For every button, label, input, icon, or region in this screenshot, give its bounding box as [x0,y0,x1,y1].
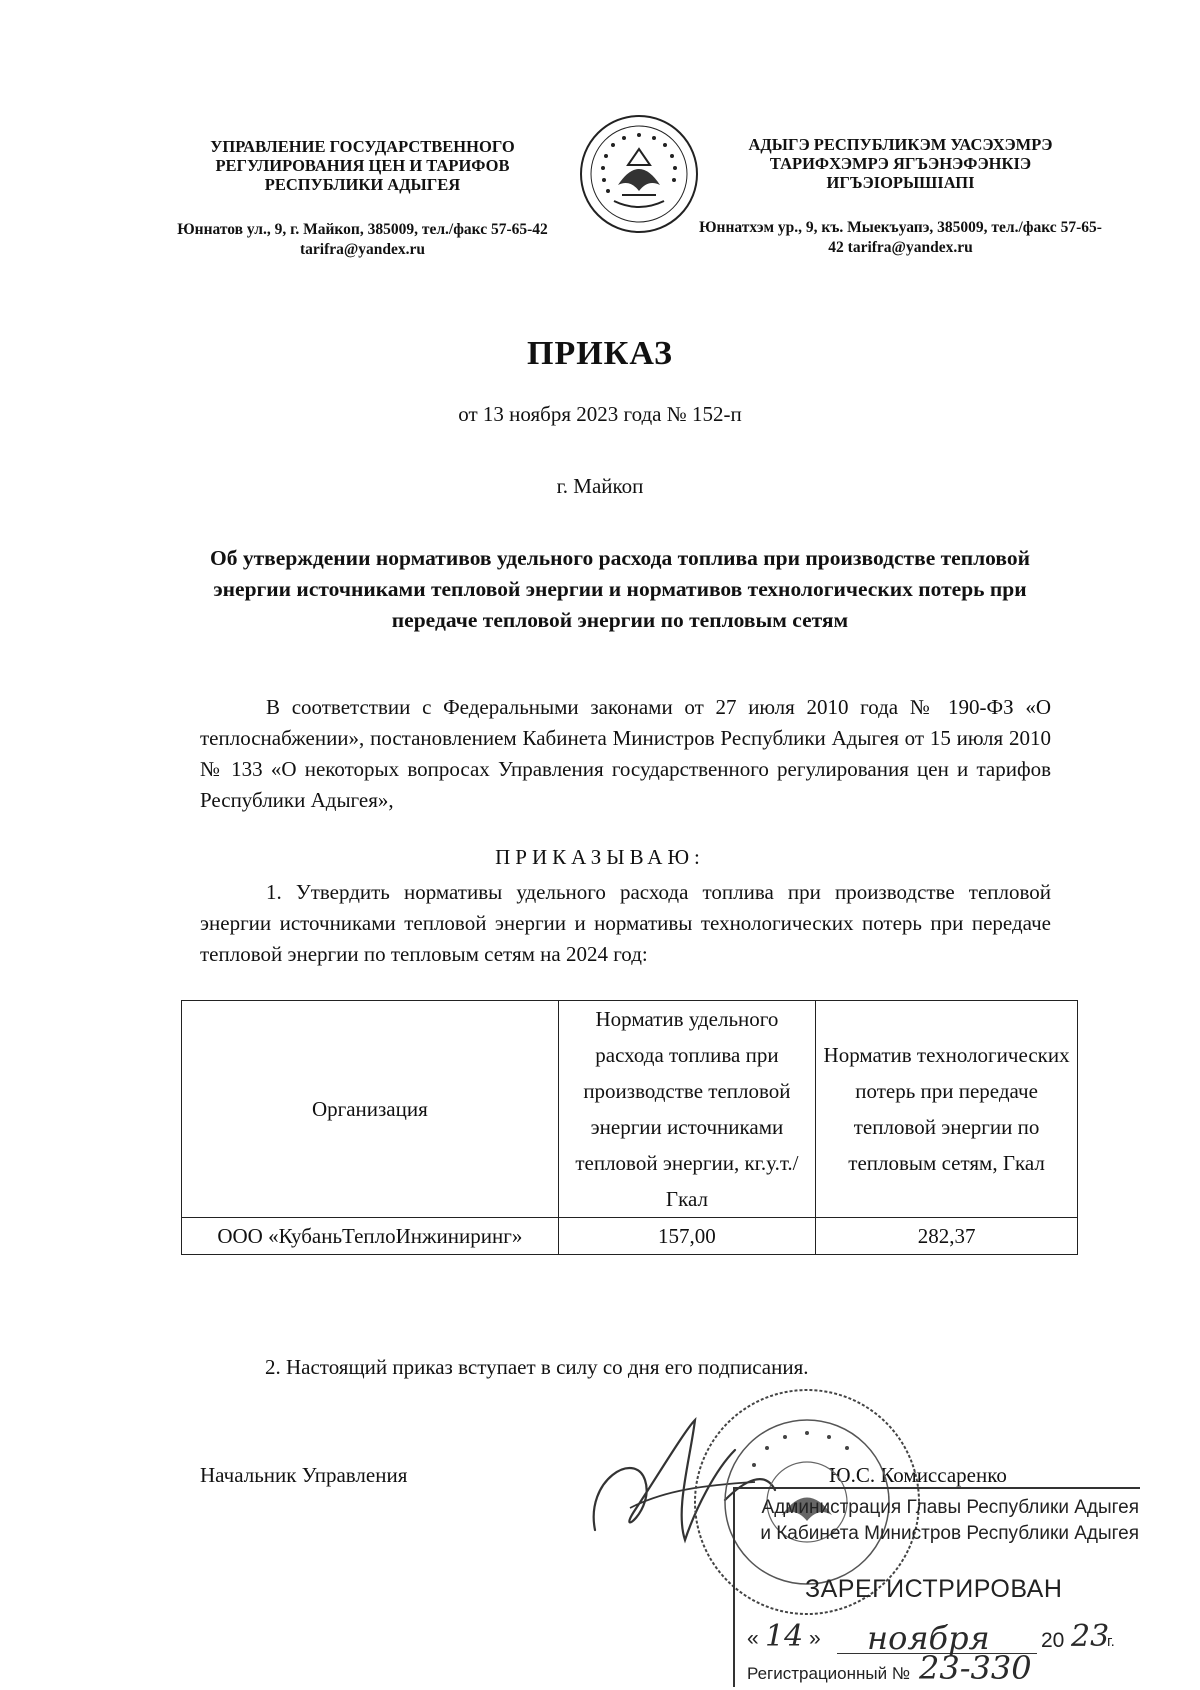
document-city: г. Майкоп [556,474,644,498]
stamp-open-quote: « [747,1627,759,1650]
document-date-number: от 13 ноября 2023 года № 152-п [458,402,742,426]
header-loss-norm: Норматив технологических потерь при передаче тепловой энергии по тепловым сетям, Гкал [816,1001,1078,1218]
stamp-day: 14 [765,1619,804,1654]
item-1-paragraph: 1. Утвердить нормативы удельного расхода топлива при производстве тепловой энергии источниками тепловой энергии и нормативы технологических потерь при передаче тепловой энергии по тепловым сетям на 2024 год: [200,880,1051,966]
stamp-status: ЗАРЕГИСТРИРОВАН [805,1575,1063,1603]
cell-fuel-norm: 157,00 [558,1218,815,1255]
org-address-adyghe: Юннатхэм ур., 9, къ. Мыекъуапэ, 385009, тел./факс 57-65-42 tarifra@yandex.ru [699,219,1102,256]
org-name-adyghe: АДЫГЭ РЕСПУБЛИКЭМ УАСЭХЭМРЭ ТАРИФХЭМРЭ ЯГЪЭНЭФЭНКIЭ ИГЪЭIОРЫШIАПI [748,135,1053,192]
stamp-month: ноября [867,1619,990,1657]
document-title: ПРИКАЗ [527,335,673,372]
stamp-authority-line1: Администрация Главы Республики Адыгея [761,1497,1139,1518]
header-right [698,135,1103,258]
signatory-position: Начальник Управления [200,1463,408,1487]
stamp-reg-number: 23-330 [919,1649,1032,1687]
order-word: ПРИКАЗЫВАЮ: [495,845,705,869]
document-subject: Об утверждении нормативов удельного расхода топлива при производстве тепловой энергии источниками тепловой энергии и нормативов технологических потерь при передаче тепловой энергии по тепловым сетям [210,546,1030,632]
header-left [170,137,555,260]
item-2-paragraph: 2. Настоящий приказ вступает в силу со дня его подписания. [265,1355,809,1379]
stamp-close-quote: » [809,1627,821,1650]
cell-organization: ООО «КубаньТеплоИнжиниринг» [182,1218,559,1255]
table-row [182,1218,1078,1255]
norms-table [181,1000,1078,1255]
header-fuel-norm: Норматив удельного расхода топлива при производстве тепловой энергии источниками тепловой энергии, кг.у.т./Гкал [558,1001,815,1218]
signatory-name: Ю.С. Комиссаренко [829,1463,1007,1487]
org-name-russian: УПРАВЛЕНИЕ ГОСУДАРСТВЕННОГО РЕГУЛИРОВАНИЯ ЦЕН И ТАРИФОВ РЕСПУБЛИКИ АДЫГЕЯ [210,137,515,194]
stamp-reg-label: Регистрационный № [747,1664,911,1683]
republic-emblem-icon [578,113,700,235]
table-header-row [182,1001,1078,1218]
stamp-year-prefix: 20 [1041,1629,1065,1652]
header-organization: Организация [182,1001,559,1218]
org-address-russian: Юннатов ул., 9, г. Майкоп, 385009, тел./факс 57-65-42 tarifra@yandex.ru [177,221,548,258]
registration-stamp [733,1487,1140,1687]
preamble-paragraph: В соответствии с Федеральными законами от 27 июля 2010 года № 190-ФЗ «О теплоснабжении», постановлением Кабинета Министров Республики Адыгея от 15 июля 2010 № 133 «О некоторых вопросах Управления государственного регулирования цен и тарифов Республики Адыгея», [200,695,1051,812]
stamp-year-suffix: 23 [1071,1619,1110,1654]
stamp-year-unit: г. [1107,1633,1115,1650]
stamp-authority-line2: и Кабинета Министров Республики Адыгея [760,1523,1139,1544]
cell-loss-norm: 282,37 [816,1218,1078,1255]
